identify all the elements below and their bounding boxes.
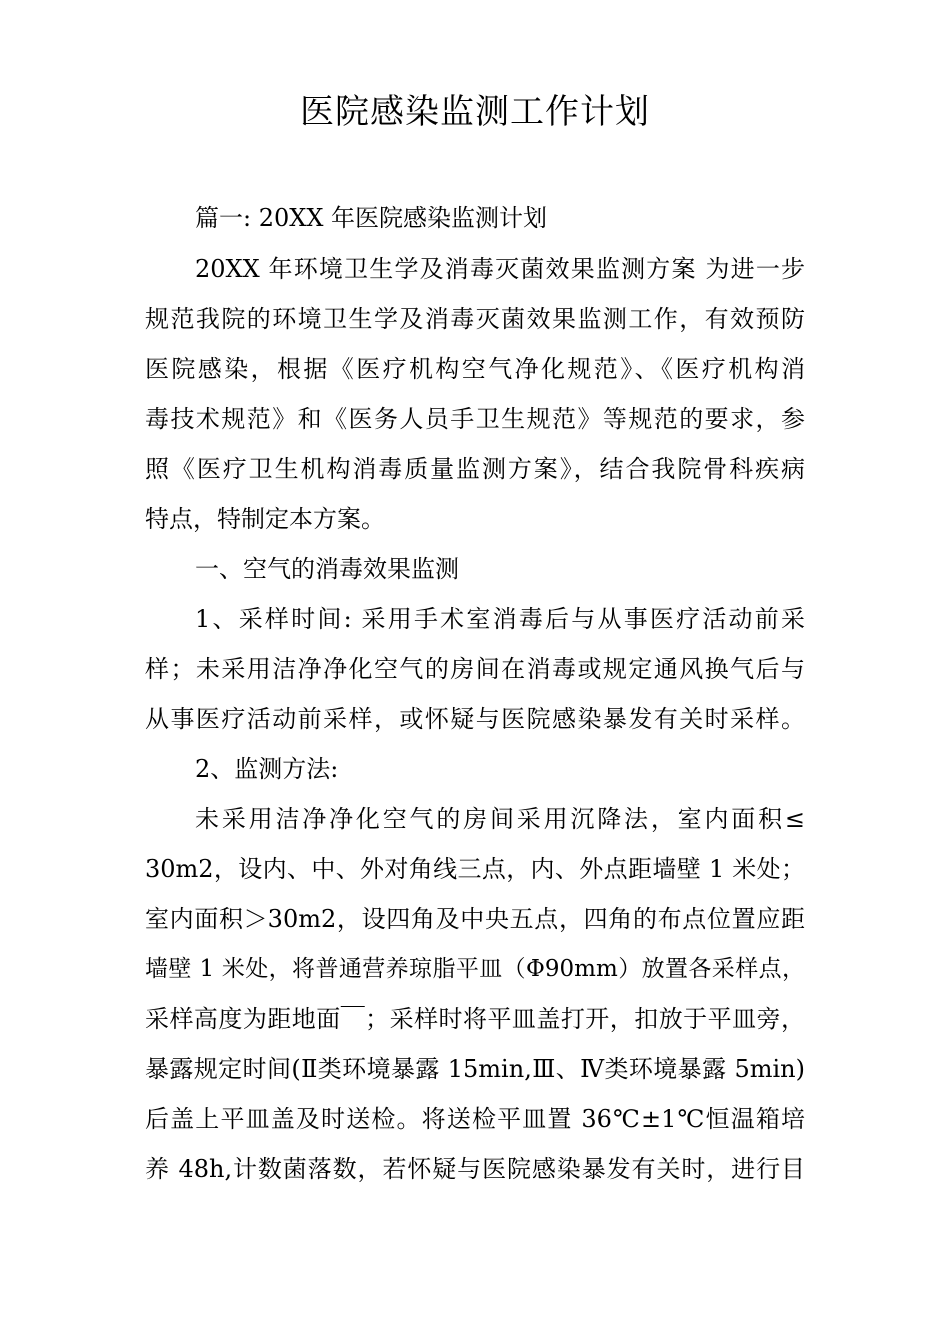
item-heading: 2、监测方法: [195, 755, 339, 783]
paragraph-line: 从事医疗活动前采样，或怀疑与医院感染暴发有关时采样。 [145, 705, 805, 733]
paragraph-line: 20XX 年环境卫生学及消毒灭菌效果监测方案 为进一步 [195, 255, 805, 283]
document-title: 医院感染监测工作计划 [300, 92, 650, 132]
paragraph-line: 墙壁 1 米处，将普通营养琼脂平皿（Φ90mm）放置各采样点， [145, 956, 805, 982]
paragraph-line: 未采用洁净净化空气的房间采用沉降法，室内面积≤ [195, 805, 805, 833]
paragraph-line: 照《医疗卫生机构消毒质量监测方案》，结合我院骨科疾病 [145, 455, 805, 483]
section-heading: 篇一: 20XX 年医院感染监测计划 [195, 204, 548, 232]
paragraph-line: 特点，特制定本方案。 [145, 505, 385, 533]
paragraph-line: 医院感染，根据《医疗机构空气净化规范》、《医疗机构消 [145, 355, 805, 383]
paragraph-line: 室内面积＞30m2，设四角及中央五点，四角的布点位置应距 [145, 905, 805, 933]
paragraph-line: 30m2，设内、中、外对角线三点，内、外点距墙壁 1 米处； [145, 855, 805, 883]
paragraph-line: 1、采样时间: 采用手术室消毒后与从事医疗活动前采 [195, 605, 805, 633]
paragraph-line: 养 48h,计数菌落数，若怀疑与医院感染暴发有关时，进行目 [145, 1155, 805, 1183]
paragraph-line: 样；未采用洁净净化空气的房间在消毒或规定通风换气后与 [145, 655, 805, 683]
paragraph-line: 规范我院的环境卫生学及消毒灭菌效果监测工作，有效预防 [145, 305, 805, 333]
paragraph-line: 采样高度为距地面￣；采样时将平皿盖打开，扣放于平皿旁， [145, 1005, 805, 1033]
paragraph-line: 毒技术规范》和《医务人员手卫生规范》等规范的要求，参 [145, 405, 805, 433]
subsection-heading: 一、空气的消毒效果监测 [195, 555, 459, 583]
paragraph-line: 暴露规定时间(Ⅱ类环境暴露 15min,Ⅲ、Ⅳ类环境暴露 5min) [145, 1055, 805, 1083]
paragraph-line: 后盖上平皿盖及时送检。将送检平皿置 36℃±1℃恒温箱培 [145, 1105, 805, 1133]
